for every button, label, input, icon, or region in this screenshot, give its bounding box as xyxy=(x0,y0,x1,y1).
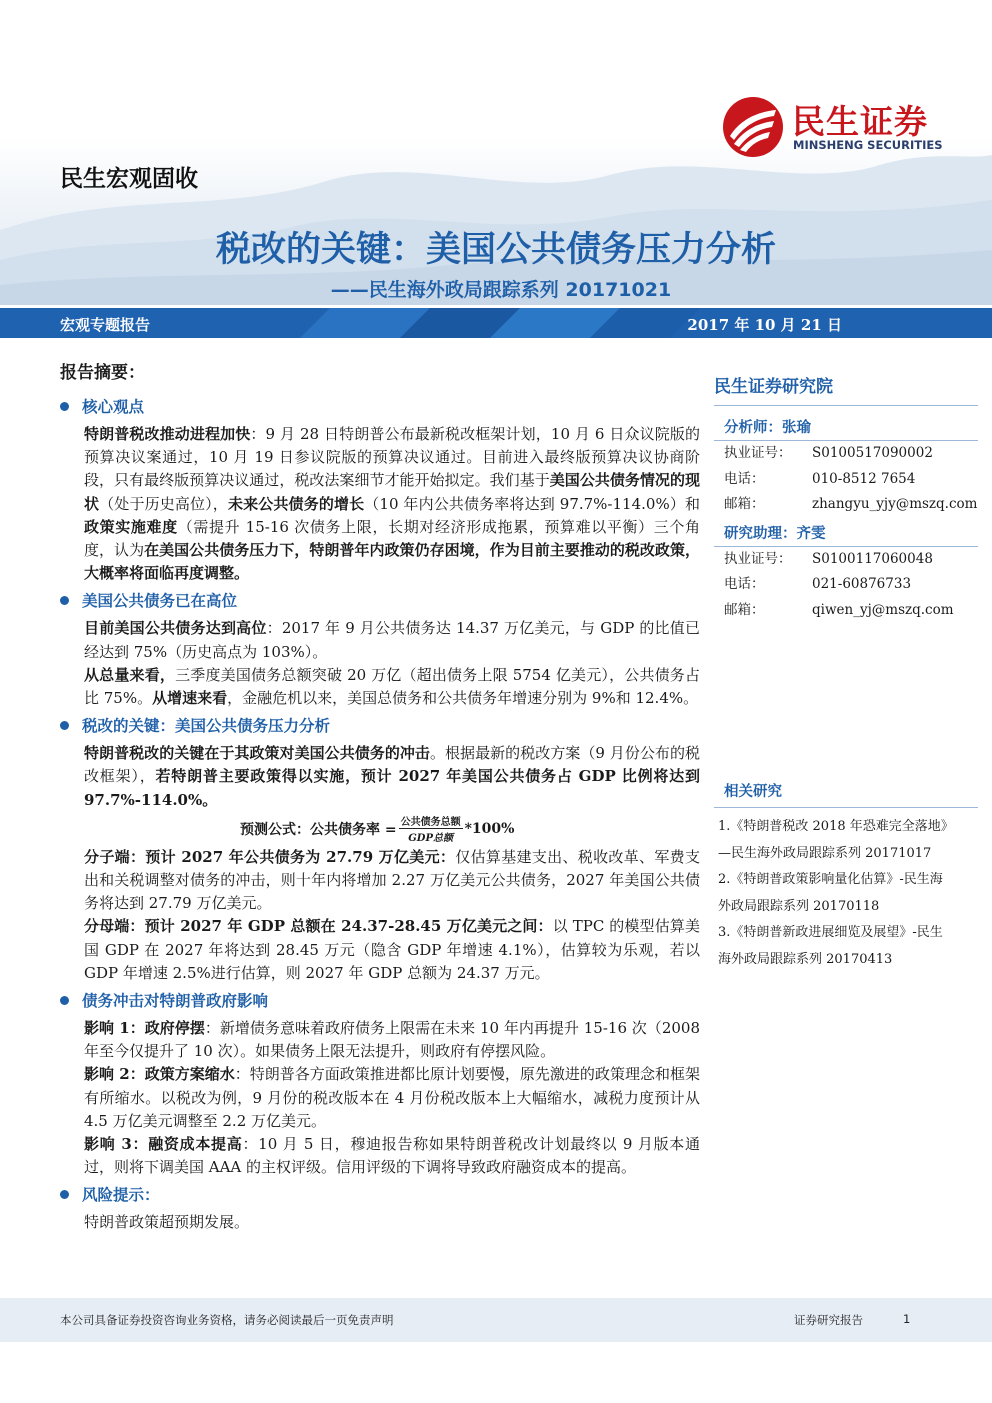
prediction-formula xyxy=(60,812,700,846)
paragraph xyxy=(60,1063,700,1133)
paragraph xyxy=(60,617,700,663)
related-item: 海外政局跟踪系列 20170413 xyxy=(718,951,893,967)
bold-text: 特朗普税改推动进程加快 xyxy=(84,425,251,443)
formula-denominator: GDP总额 xyxy=(408,833,453,845)
analyst-title: 分析师：张瑜 xyxy=(724,419,811,436)
contact-value: zhangyu_yjy@mszq.com xyxy=(812,496,978,512)
text: ，金融危机以来，美国总债务和公共债务年增速分别为 9%和 12.4%。 xyxy=(227,689,699,708)
text: 仅估算基建支出、税收改革、军费支出和关税调整对债务的冲击，则十年内将增加 2.27 万亿美元公共债务，2027 年美国公共债务将达到 27.79 万亿美元。 xyxy=(84,847,700,913)
report-date: 2017 年 10 月 21 日 xyxy=(687,316,842,334)
related-list xyxy=(714,814,978,973)
paragraph xyxy=(60,1211,700,1234)
bullet-icon xyxy=(60,996,69,1005)
related-item: —民生海外政局跟踪系列 20171017 xyxy=(718,845,932,861)
page-footer xyxy=(0,1298,992,1342)
text: ：特朗普各方面政策推进都比原计划要慢，原先激进的政策理念和框架有所缩水。以税改为例，9 月份的税改版本在 4 月份税改版本上大幅缩水，减税力度预计从 4.5 万亿美元调整至 2.2 万亿美元。 xyxy=(84,1065,700,1130)
bold-text: 在美国公共债务压力下，特朗普年内政策仍存困境，作为目前主要推动的税改政策，大概率将面临再度调整。 xyxy=(84,541,700,583)
bold-text: 美国公共债务情况的现状 xyxy=(84,471,700,513)
text: 三季度美国债务总额突破 20 万亿（超出债务上限 5754 亿美元），公共债务占比 75%。 xyxy=(84,665,700,708)
bold-text: 分子端：预计 2027 年公共债务为 27.79 万亿美元： xyxy=(84,847,456,866)
bullet-icon xyxy=(60,721,69,730)
company-logo xyxy=(722,96,962,156)
report-type-bar xyxy=(0,308,992,338)
section-heading xyxy=(60,1183,700,1207)
contact-row xyxy=(714,598,978,624)
related-item: 3.《特朗普新政进展细览及展望》-民生 xyxy=(718,925,943,940)
text: （需提升 15-16 次债务上限，长期对经济形成拖累，预算难以平衡）三个角度，认为 xyxy=(84,517,700,560)
logo-mark-icon xyxy=(722,96,784,158)
related-research xyxy=(714,780,978,973)
section-heading-text: 美国公共债务已在高位 xyxy=(82,591,238,611)
paragraph xyxy=(60,1017,700,1063)
report-title: 税改的关键：美国公共债务压力分析 xyxy=(215,230,776,270)
section-heading-text: 债务冲击对特朗普政府影响 xyxy=(82,991,269,1011)
bold-text: 未来公共债务的增长 xyxy=(227,494,365,513)
related-item: 1.《特朗普税改 2018 年恐难完全落地》 xyxy=(718,819,954,834)
contact-key: 邮箱： xyxy=(724,601,765,618)
contact-value: 010-8512 7654 xyxy=(812,470,916,487)
paragraph xyxy=(60,742,700,812)
bullet-icon xyxy=(60,596,69,605)
page-number: 1 xyxy=(903,1312,911,1326)
formula-numerator: 公共债务总额 xyxy=(399,813,463,829)
text: （10 年内公共债务率将达到 97.7%-114.0%）和 xyxy=(364,494,700,513)
section-heading xyxy=(60,714,700,738)
text: ：9 月 28 日特朗普公布最新税改框架计划，10 月 6 日众议院版的预算决议案通过，10 月 19 日参议院版的预算决议通过。目前进入最终版预算决议协商阶段，只有最终版预算决议通过，税改法案细节才能开始拟定。我们基于 xyxy=(84,425,700,490)
bold-text: 影响 1：政府停摆 xyxy=(84,1019,205,1038)
paragraph xyxy=(60,1133,700,1179)
related-title: 相关研究 xyxy=(714,780,978,808)
bold-text: 从增速来看 xyxy=(152,689,228,708)
assistant-info xyxy=(714,547,978,624)
text: ：新增债务意味着政府债务上限需在未来 10 年内再提升 15-16 次（2008 年至今仅提升了 10 次）。如果债务上限无法提升，则政府有停摆风险。 xyxy=(84,1019,700,1061)
bold-text: 从总量来看， xyxy=(84,665,176,684)
contact-key: 电话： xyxy=(724,576,765,592)
bullet-icon xyxy=(60,402,69,411)
footer-doc-type: 证券研究报告 xyxy=(794,1313,863,1327)
report-type: 宏观专题报告 xyxy=(60,316,151,334)
section-heading xyxy=(60,989,700,1013)
text: ：10 月 5 日，穆迪报告称如果特朗普税改计划最终以 9 月版本通过，则将下调美国 AAA 的主权评级。信用评级的下调将导致政府融资成本的提高。 xyxy=(84,1135,700,1177)
abstract-sections xyxy=(60,395,700,1239)
contact-key: 执业证号： xyxy=(724,550,792,567)
formula-suffix: *100% xyxy=(464,820,515,837)
text: 特朗普政策超预期发展。 xyxy=(84,1213,250,1232)
formula-fraction xyxy=(399,813,463,844)
text: 以 TPC 的模型估算美国 GDP 在 2027 年将达到 28.45 万元（隐含 GDP 年增速 4.1%），估算较为乐观，若以 GDP 年增速 2.5%进行估算，则 2027 年 GDP 总额为 24.37 万元。 xyxy=(84,917,700,982)
report-subtitle: ——民生海外政局跟踪系列 20171021 xyxy=(330,279,672,301)
contact-key: 邮箱： xyxy=(724,496,765,512)
bold-text: 政策实施难度 xyxy=(84,517,178,536)
footer-disclaimer: 本公司具备证券投资咨询业务资格，请务必阅读最后一页免责声明 xyxy=(60,1313,394,1327)
section-heading-text: 税改的关键：美国公共债务压力分析 xyxy=(82,716,331,736)
assistant-title: 研究助理：齐雯 xyxy=(724,524,826,542)
contact-key: 电话： xyxy=(724,470,765,487)
abstract-column xyxy=(60,358,700,1239)
sidebar xyxy=(714,372,978,623)
bold-text: 影响 3：融资成本提高 xyxy=(84,1135,243,1154)
text: 。根据最新的税改方案（9 月份公布的税改框架）， xyxy=(84,744,700,786)
contact-value: 021-60876733 xyxy=(812,576,912,592)
contact-value: S0100517090002 xyxy=(812,445,933,461)
series-label: 民生宏观固收 xyxy=(60,166,198,192)
paragraph xyxy=(60,915,700,985)
section-heading xyxy=(60,395,700,419)
bold-text: 分母端：预计 2027 年 GDP 总额在 24.37-28.45 万亿美元之间： xyxy=(84,917,553,936)
text: ：2017 年 9 月公共债务达 14.37 万亿美元，与 GDP 的比值已经达到 75%（历史高点为 103%）。 xyxy=(84,619,700,661)
related-item: 外政局跟踪系列 20170118 xyxy=(718,898,880,914)
logo-text-en: MINSHENG SECURITIES xyxy=(793,138,943,152)
institute-name: 民生证券研究院 xyxy=(714,372,978,406)
paragraph xyxy=(60,423,700,585)
section-heading-text: 风险提示： xyxy=(82,1185,160,1205)
analyst-info xyxy=(714,441,978,518)
contact-row xyxy=(714,467,978,493)
related-item: 2.《特朗普政策影响量化估算》-民生海 xyxy=(718,872,943,887)
bullet-icon xyxy=(60,1190,69,1199)
bold-text: 特朗普税改的关键在于其政策对美国公共债务的冲击 xyxy=(84,744,430,763)
bold-text: 影响 2：政策方案缩水 xyxy=(84,1065,235,1084)
contact-key: 执业证号： xyxy=(724,445,792,461)
contact-value: S0100117060048 xyxy=(812,550,933,567)
contact-row xyxy=(714,441,978,467)
bold-text: 若特朗普主要政策得以实施，预计 2027 年美国公共债务占 GDP 比例将达到 97.7%-114.0%。 xyxy=(84,767,700,809)
contact-row xyxy=(714,547,978,573)
paragraph xyxy=(60,664,700,710)
logo-text-cn: 民生证券 xyxy=(792,102,928,141)
section-heading xyxy=(60,589,700,613)
text: （处于历史高位）， xyxy=(99,494,228,513)
report-header xyxy=(0,0,992,305)
bold-text: 目前美国公共债务达到高位 xyxy=(84,619,267,638)
contact-value: qiwen_yj@mszq.com xyxy=(812,601,954,618)
contact-row xyxy=(714,572,978,598)
contact-row xyxy=(714,492,978,518)
paragraph xyxy=(60,846,700,916)
formula-label: 预测公式：公共债务率 = xyxy=(240,821,397,838)
section-heading-text: 核心观点 xyxy=(82,397,145,416)
abstract-label: 报告摘要： xyxy=(60,363,145,383)
section-gap xyxy=(60,1235,700,1239)
